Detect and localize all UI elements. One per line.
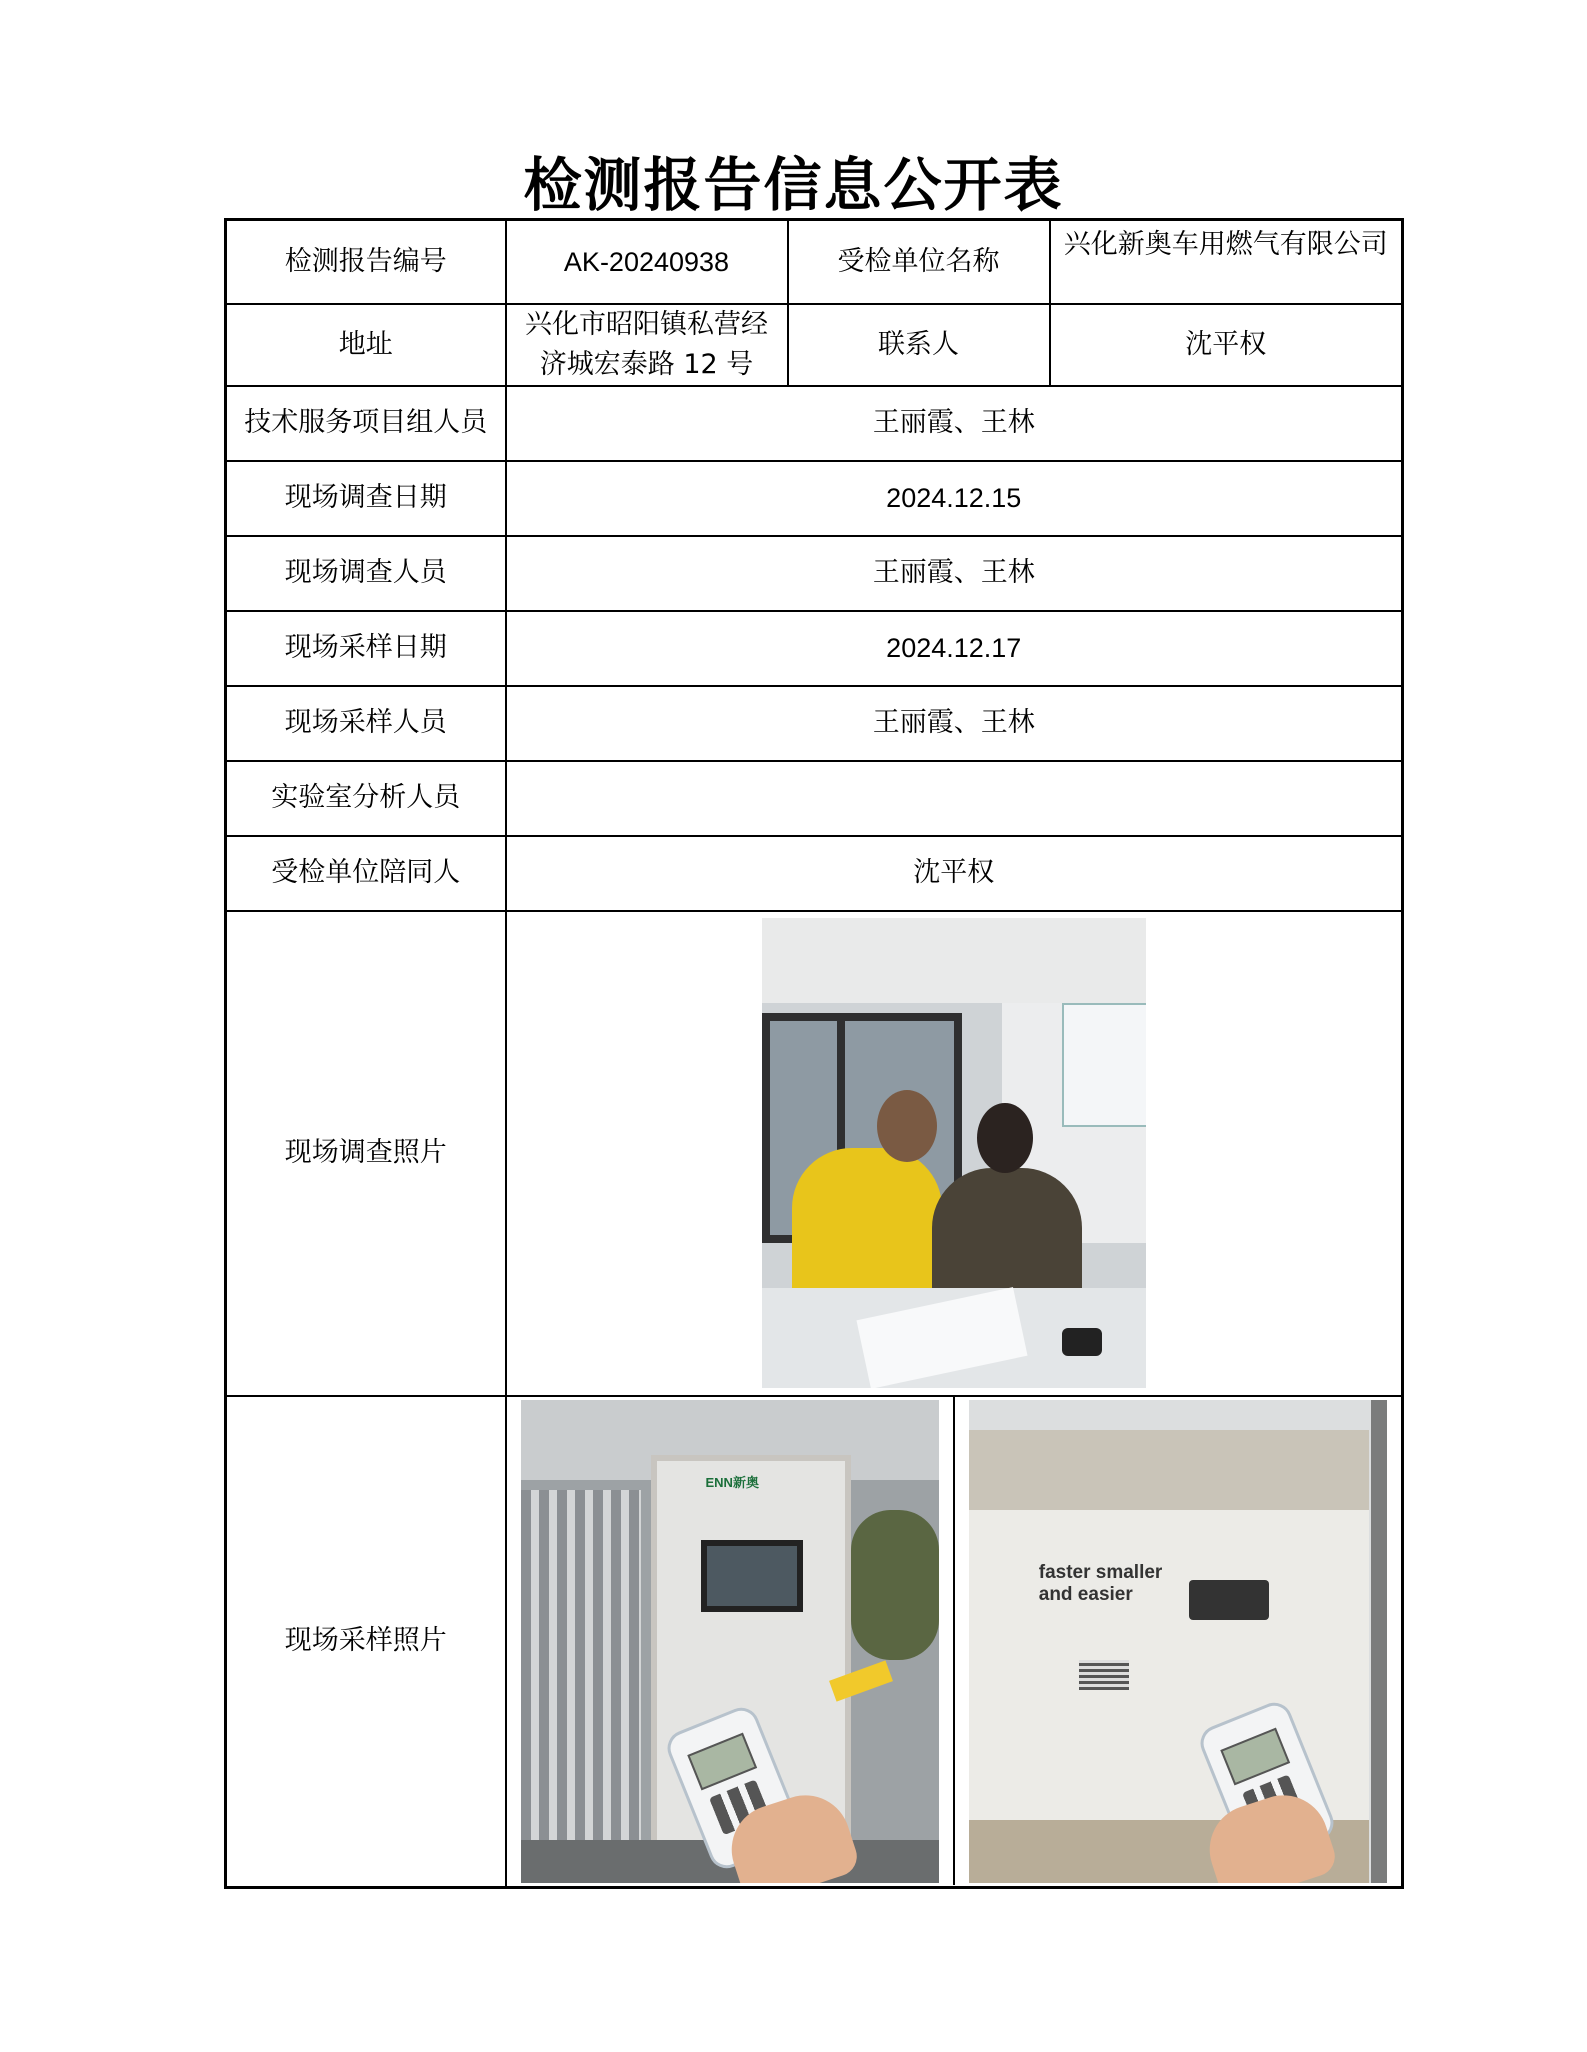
sampling-photo-dispenser [521,1400,939,1883]
table-row [226,686,1403,761]
report-no-label: 检测报告编号 [226,220,506,304]
report-no-value: AK-20240938 [506,220,788,304]
table-row [226,536,1403,611]
table-row [226,1396,1403,1888]
table-row [226,611,1403,686]
unit-name-label: 受检单位名称 [788,220,1050,304]
page-title: 检测报告信息公开表 [523,151,1064,219]
escort-value: 沈平权 [506,836,1403,911]
unit-name-value: 兴化新奥车用燃气有限公司 [1050,220,1403,304]
survey-date-value: 2024.12.15 [506,461,1403,536]
escort-label: 受检单位陪同人 [226,836,506,911]
survey-photo [762,918,1146,1388]
contact-value: 沈平权 [1050,304,1403,386]
contact-label: 联系人 [788,304,1050,386]
table-row [226,461,1403,536]
dispenser-brand-text: ENN新奥 [705,1474,759,1490]
team-value: 王丽霞、王林 [506,386,1403,461]
table-row [226,304,1403,386]
sampling-staff-label: 现场采样人员 [226,686,506,761]
sampling-photo-generator [969,1400,1387,1883]
sampling-staff-value: 王丽霞、王林 [506,686,1403,761]
table-row [226,386,1403,461]
team-label: 技术服务项目组人员 [226,386,506,461]
table-row [226,761,1403,836]
sampling-date-value: 2024.12.17 [506,611,1403,686]
lab-staff-label: 实验室分析人员 [226,761,506,836]
generator-text: faster smaller and easier [1038,1561,1163,1605]
survey-photo-cell [506,911,1403,1396]
sampling-date-label: 现场采样日期 [226,611,506,686]
table-row [226,911,1403,1396]
table-row [226,836,1403,911]
survey-date-label: 现场调查日期 [226,461,506,536]
survey-staff-value: 王丽霞、王林 [506,536,1403,611]
table-row [226,220,1403,304]
survey-photo-label: 现场调查照片 [226,911,506,1396]
sampling-photo-cell [506,1396,1403,1888]
report-table [224,218,1404,1889]
lab-staff-value [506,761,1403,836]
survey-staff-label: 现场调查人员 [226,536,506,611]
sampling-photo-label: 现场采样照片 [226,1396,506,1888]
address-label: 地址 [226,304,506,386]
address-value: 兴化市昭阳镇私营经济城宏泰路 12 号 [506,304,788,386]
